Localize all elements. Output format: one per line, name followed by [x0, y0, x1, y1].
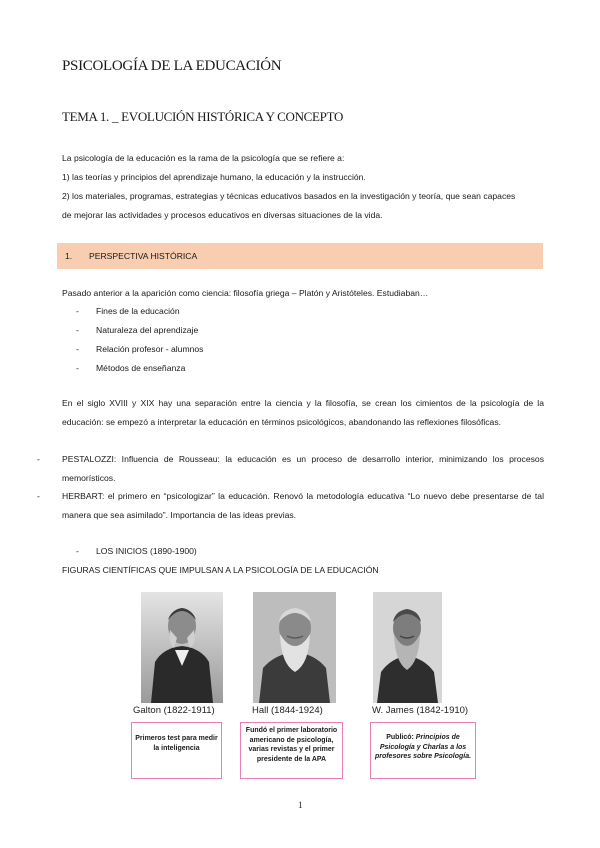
hall-portrait: [253, 592, 336, 703]
james-caption: W. James (1842-1910): [372, 705, 469, 716]
section-label: PERSPECTIVA HISTÓRICA: [89, 251, 198, 261]
document-title: PSICOLOGÍA DE LA EDUCACIÓN: [62, 58, 282, 74]
inicios-heading: [76, 542, 197, 561]
inicios-label: LOS INICIOS (1890-1900): [96, 546, 197, 556]
intro-line: de mejorar las actividades y procesos educativos en diversas situaciones de la vida.: [62, 210, 383, 220]
page-number: 1: [298, 800, 303, 810]
section-heading-bar: [57, 243, 543, 269]
james-note: [370, 722, 476, 779]
intro-line: 2) los materiales, programas, estrategias y técnicas educativos basados en la investigación y teoría, que sean capaces: [62, 191, 516, 201]
prior-history-text: Pasado anterior a la aparición como ciencia: filosofía griega – Platón y Aristóteles. Estudiaban…: [62, 288, 429, 298]
siglo-paragraph: En el siglo XVIII y XIX hay una separación entre la ciencia y la filosofía, se crean los cimientos de la psicología de la educación: se empezó a interpretar la educación en términos psicológicos, abandonando las reflexiones filosóficas.: [62, 398, 544, 427]
intro-paragraph: [62, 149, 544, 225]
section-number: 1.: [65, 251, 73, 261]
list-item: - Fines de la educación: [76, 302, 203, 321]
topic-heading: TEMA 1. _ EVOLUCIÓN HISTÓRICA Y CONCEPTO: [62, 109, 344, 124]
galton-portrait: [141, 592, 223, 703]
topics-list: [76, 302, 203, 378]
pestalozzi-paragraph: PESTALOZZI: Influencia de Rousseau: la educación es un proceso de desarrollo interior, minimizando los procesos memorísticos.: [62, 454, 544, 483]
intro-line: 1) las teorías y principios del aprendizaje humano, la educación y la instrucción.: [62, 172, 366, 182]
intro-line: La psicología de la educación es la rama de la psicología que se refiere a:: [62, 153, 345, 163]
list-item: - Relación profesor - alumnos: [76, 340, 203, 359]
herbart-paragraph: HERBART: el primero en “psicologizar” la educación. Renovó la metodología educativa “Lo nuevo debe presentarse de tal manera que sea asimilado”. Importancia de las ideas previas.: [62, 491, 544, 520]
galton-note: Primeros test para medir la inteligencia: [131, 722, 222, 779]
figures-heading: FIGURAS CIENTÍFICAS QUE IMPULSAN A LA PSICOLOGÍA DE LA EDUCACIÓN: [62, 565, 379, 575]
hall-note: Fundó el primer laboratorio americano de psicología, varias revistas y el primer presidente de la APA: [240, 722, 343, 779]
james-portrait: [373, 592, 442, 703]
list-item: - Naturaleza del aprendizaje: [76, 321, 203, 340]
bullet-dash: -: [37, 454, 40, 464]
bullet-dash: -: [37, 491, 40, 501]
hall-caption: Hall (1844-1924): [252, 705, 323, 716]
james-note-prefix: Publicó:: [386, 734, 416, 741]
list-item: - Métodos de enseñanza: [76, 359, 203, 378]
james-note-titles: Principios de Psicología y Charlas a los profesores sobre Psicología.: [374, 734, 472, 760]
galton-caption: Galton (1822-1911): [133, 705, 215, 716]
